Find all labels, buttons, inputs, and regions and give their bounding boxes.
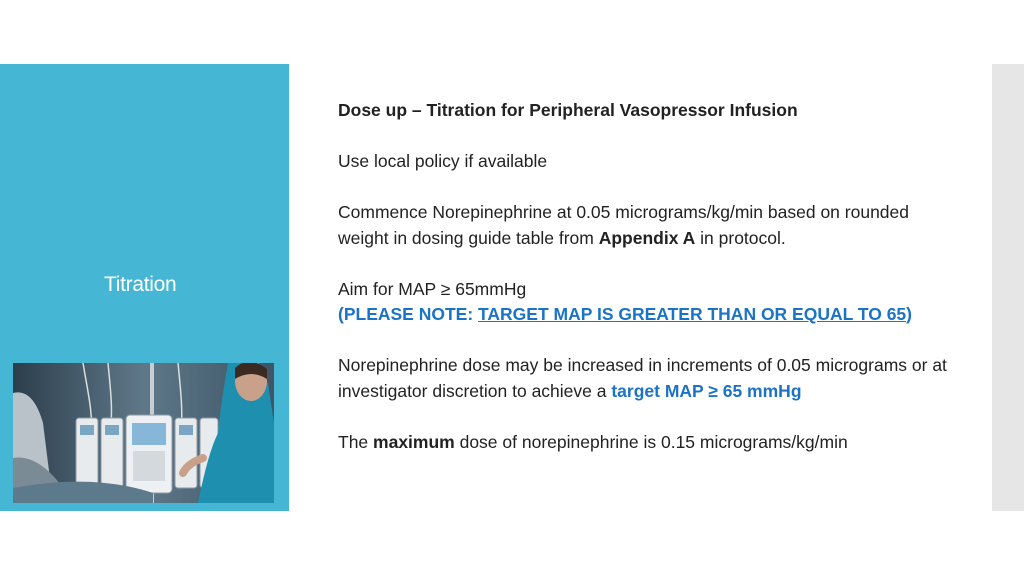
content-heading: Dose up – Titration for Peripheral Vasopressor Infusion <box>338 100 798 120</box>
commence-text: Commence Norepinephrine at 0.05 micrograms/kg/min based on rounded weight in dosing guide table from <box>338 202 909 248</box>
increase-paragraph <box>338 353 958 404</box>
maximum-keyword: maximum <box>373 431 455 452</box>
commence-paragraph <box>338 200 958 251</box>
maximum-text-end: dose of norepinephrine is 0.15 micrograms/kg/min <box>454 431 848 452</box>
maximum-paragraph <box>338 430 958 456</box>
appendix-reference: Appendix A <box>598 227 696 248</box>
target-map-highlight: target MAP ≥ 65 mmHg <box>611 380 802 401</box>
side-strip <box>992 64 1024 511</box>
aim-paragraph <box>338 277 958 328</box>
policy-text: Use local policy if available <box>338 151 548 171</box>
slide-title: Titration <box>104 273 177 296</box>
commence-text-end: in protocol. <box>695 227 786 248</box>
note-open-paren: ( <box>338 304 344 324</box>
increase-text: Norepinephrine dose may be increased in increments of 0.05 micrograms or at investigator discretion to achieve a <box>338 355 947 401</box>
note-close-paren: ) <box>906 304 912 324</box>
maximum-text-start: The <box>338 431 374 452</box>
target-map-link[interactable]: TARGET MAP IS GREATER THAN OR EQUAL TO 65 <box>478 304 907 324</box>
aim-text: Aim for MAP ≥ 65mmHg <box>338 278 527 299</box>
note-label: PLEASE NOTE: <box>343 304 479 324</box>
slide-content <box>338 98 958 481</box>
infusion-pump-photo <box>13 363 274 503</box>
